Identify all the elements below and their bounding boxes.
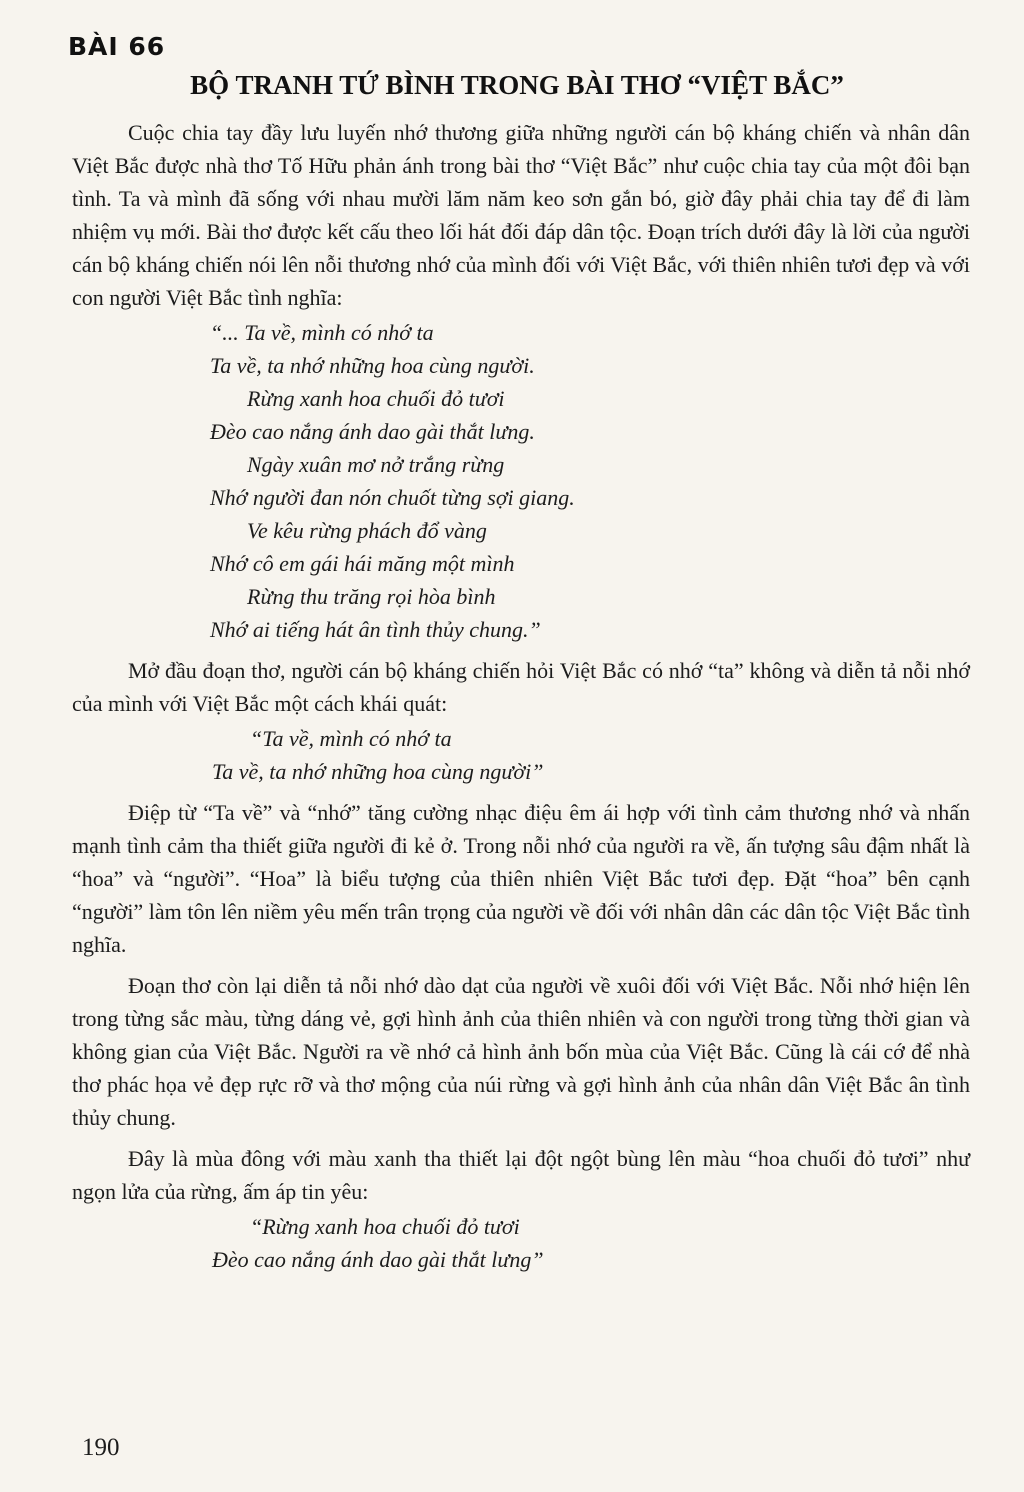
poem-line: Rừng thu trăng rọi hòa bình (247, 584, 496, 609)
paragraph-opening: Mở đầu đoạn thơ, người cán bộ kháng chiến hỏi Việt Bắc có nhớ “ta” không và diễn tả nỗi nhớ của mình với Việt Bắc một cách khái quát: (72, 658, 970, 716)
poem-line: Nhớ người đan nón chuốt từng sợi giang. (210, 485, 575, 510)
quote-line: “Ta về, mình có nhớ ta (250, 726, 452, 751)
quote-line: Đèo cao nắng ánh dao gài thắt lưng” (212, 1247, 544, 1272)
poem-line: Nhớ ai tiếng hát ân tình thủy chung.” (210, 617, 541, 642)
poem-line: Nhớ cô em gái hái măng một mình (210, 551, 515, 576)
article-body (72, 116, 970, 1280)
poem-line: Đèo cao nắng ánh dao gài thắt lưng. (210, 419, 535, 444)
poem-line: Ngày xuân mơ nở trắng rừng (247, 452, 505, 477)
lesson-number: BÀI 66 (68, 32, 166, 61)
poem-line: Ve kêu rừng phách đổ vàng (247, 518, 487, 543)
poem-line: Ta về, ta nhớ những hoa cùng người. (210, 353, 535, 378)
poem-line: “... Ta về, mình có nhớ ta (210, 320, 434, 345)
poem-line: Rừng xanh hoa chuối đỏ tươi (247, 386, 505, 411)
paragraph-repetition: Điệp từ “Ta về” và “nhớ” tăng cường nhạc điệu êm ái hợp với tình cảm thương nhớ và nhấn mạnh tình cảm tha thiết giữa người đi kẻ ở. Trong nỗi nhớ của người ra về, ấn tượng sâu đậm nhất là “hoa” và “người”. “Hoa” là biểu tượng của thiên nhiên Việt Bắc tươi đẹp. Đặt “hoa” bên cạnh “người” làm tôn lên niềm yêu mến trân trọng của người về đối với nhân dân các dân tộc Việt Bắc tình nghĩa. (72, 800, 970, 957)
page-number: 190 (82, 1434, 120, 1461)
lesson-title: BỘ TRANH TỨ BÌNH TRONG BÀI THƠ “VIỆT BẮC” (190, 70, 844, 100)
paragraph-four-seasons: Đoạn thơ còn lại diễn tả nỗi nhớ dào dạt của người về xuôi đối với Việt Bắc. Nỗi nhớ hiện lên trong từng sắc màu, từng dáng vẻ, gợi hình ảnh của thiên nhiên và con người trong từng thời gian và không gian của Việt Bắc. Người ra về nhớ cả hình ảnh bốn mùa của Việt Bắc. Cũng là cái cớ để nhà thơ phác họa vẻ đẹp rực rỡ và thơ mộng của núi rừng và gợi hình ảnh của nhân dân Việt Bắc ân tình thủy chung. (72, 973, 970, 1130)
quote-opening (72, 722, 970, 788)
quote-line: Ta về, ta nhớ những hoa cùng người” (212, 759, 544, 784)
poem-excerpt (72, 316, 970, 646)
paragraph-intro: Cuộc chia tay đầy lưu luyến nhớ thương giữa những người cán bộ kháng chiến và nhân dân Việt Bắc được nhà thơ Tố Hữu phản ánh trong bài thơ “Việt Bắc” như cuộc chia tay của một đôi bạn tình. Ta và mình đã sống với nhau mười lăm năm keo sơn gắn bó, giờ đây phải chia tay để đi làm nhiệm vụ mới. Bài thơ được kết cấu theo lối hát đối đáp dân tộc. Đoạn trích dưới đây là lời của người cán bộ kháng chiến nói lên nỗi thương nhớ của mình đối với Việt Bắc, với thiên nhiên tươi đẹp và với con người Việt Bắc tình nghĩa: (72, 120, 970, 310)
quote-winter (72, 1210, 970, 1276)
quote-line: “Rừng xanh hoa chuối đỏ tươi (250, 1214, 520, 1239)
paragraph-winter: Đây là mùa đông với màu xanh tha thiết lại đột ngột bùng lên màu “hoa chuối đỏ tươi” như ngọn lửa của rừng, ấm áp tin yêu: (72, 1146, 970, 1204)
